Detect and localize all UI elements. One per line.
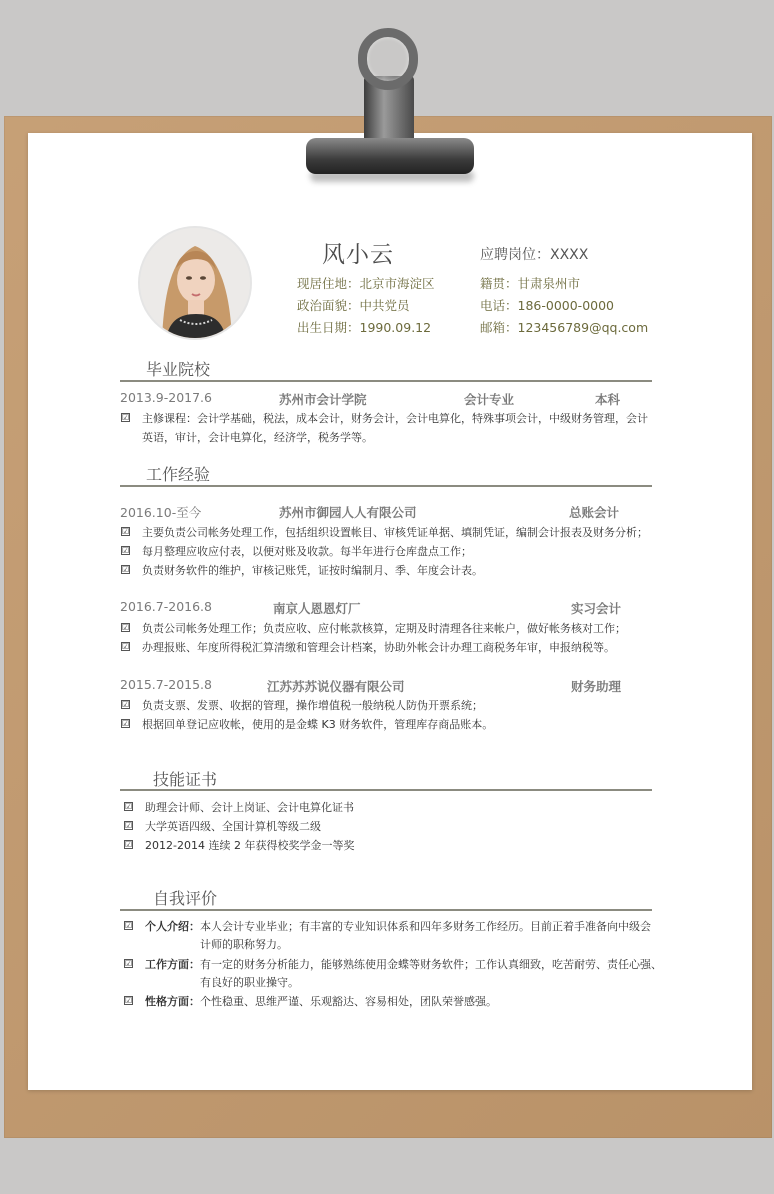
avatar	[140, 228, 250, 338]
section-divider	[120, 909, 652, 911]
self-text: 计师的职称努力。	[200, 938, 288, 951]
section-divider	[120, 380, 652, 382]
self-text: 有良好的职业操守。	[200, 976, 299, 989]
course-text: 主修课程：会计学基础，税法，成本会计，财务会计，会计电算化，特殊事项会计，中级财务管理，会计	[142, 412, 648, 425]
job-period: 2016.7-2016.8	[120, 599, 212, 614]
native-place: 籍贯：甘肃泉州市	[480, 276, 581, 291]
checkbox-icon: ☑	[125, 802, 133, 811]
skill-text: 大学英语四级、全国计算机等级二级	[145, 820, 321, 833]
skill-text: 助理会计师、会计上岗证、会计电算化证书	[145, 801, 354, 814]
self-text: 本人会计专业毕业；有丰富的专业知识体系和四年多财务工作经历。目前正着手准备向中级会	[200, 920, 651, 933]
political-status: 政治面貌：中共党员	[297, 298, 410, 313]
job-duty: 办理报账、年度所得税汇算清缴和管理会计档案，协助外帐会计办理工商税务年审，申报纳税等。	[142, 641, 615, 654]
self-label: 工作方面：	[145, 958, 200, 971]
portrait-photo	[140, 228, 250, 338]
education-period: 2013.9-2017.6	[120, 390, 212, 405]
checkbox-icon: ☑	[122, 642, 130, 651]
self-text: 有一定的财务分析能力，能够熟练使用金蝶等财务软件；工作认真细致，吃苦耐劳、责任心强、	[200, 958, 662, 971]
email: 邮箱：123456789@qq.com	[480, 320, 649, 335]
job-period: 2015.7-2015.8	[120, 677, 212, 692]
checkbox-icon: ☑	[122, 546, 130, 555]
section-title-work: 工作经验	[146, 465, 211, 484]
checkbox-icon: ☑	[125, 840, 133, 849]
job-duty: 根据回单登记应收帐，使用的是金蝶 K3 财务软件，管理库存商品账本。	[142, 718, 494, 731]
checkbox-icon: ☑	[122, 527, 130, 536]
binder-clip	[300, 20, 478, 180]
course-text: 英语，审计，会计电算化，经济学，税务学等。	[142, 431, 373, 444]
checkbox-icon: ☑	[122, 565, 130, 574]
job-duty: 负责财务软件的维护，审核记账凭，证按时编制月、季、年度会计表。	[142, 564, 483, 577]
job-duty: 主要负责公司帐务处理工作，包括组织设置帐目、审核凭证单据、填制凭证，编制会计报表及财务分析；	[142, 526, 648, 539]
checkbox-icon: ☑	[125, 996, 133, 1005]
self-label: 个人介绍：	[145, 920, 200, 933]
section-title-skills: 技能证书	[153, 770, 218, 789]
checkbox-icon: ☑	[122, 623, 130, 632]
section-divider	[120, 789, 652, 791]
checkbox-icon: ☑	[122, 700, 130, 709]
candidate-name: 风小云	[322, 242, 394, 268]
list-item	[200, 936, 288, 954]
residence: 现居住地：北京市海淀区	[297, 276, 435, 291]
job-role: 财务助理	[571, 679, 622, 694]
phone: 电话：186-0000-0000	[480, 298, 615, 313]
job-role: 总账会计	[569, 505, 620, 520]
section-divider	[120, 485, 652, 487]
checkbox-icon: ☑	[125, 821, 133, 830]
checkbox-icon: ☑	[122, 413, 130, 422]
job-company: 苏州市御园人人有限公司	[279, 505, 417, 520]
checkbox-icon: ☑	[122, 719, 130, 728]
applied-position: 应聘岗位：XXXX	[480, 247, 589, 263]
job-company: 江苏苏苏说仪器有限公司	[267, 679, 405, 694]
job-duty: 每月整理应收应付表，以便对账及收款。每半年进行仓库盘点工作；	[142, 545, 472, 558]
self-text: 个性稳重、思维严谨、乐观豁达、容易相处，团队荣誉感强。	[200, 995, 497, 1008]
list-item	[200, 974, 299, 992]
job-role: 实习会计	[571, 601, 622, 616]
education-major: 会计专业	[464, 392, 515, 407]
job-company: 南京人恩恩灯厂	[273, 601, 361, 616]
section-title-education: 毕业院校	[146, 360, 211, 379]
checkbox-icon: ☑	[125, 959, 133, 968]
education-degree: 本科	[595, 392, 621, 407]
self-label: 性格方面：	[145, 995, 200, 1008]
education-school: 苏州市会计学院	[279, 392, 367, 407]
birth-date: 出生日期：1990.09.12	[297, 320, 432, 335]
job-duty: 负责支票、发票、收据的管理，操作增值税一般纳税人防伪开票系统；	[142, 699, 483, 712]
job-period: 2016.10-至今	[120, 505, 202, 520]
section-title-self: 自我评价	[153, 889, 218, 908]
job-duty: 负责公司帐务处理工作；负责应收、应付帐款核算，定期及时清理各往来帐户，做好帐务核对工作；	[142, 622, 626, 635]
skill-text: 2012-2014 连续 2 年获得校奖学金一等奖	[145, 839, 355, 852]
checkbox-icon: ☑	[125, 921, 133, 930]
